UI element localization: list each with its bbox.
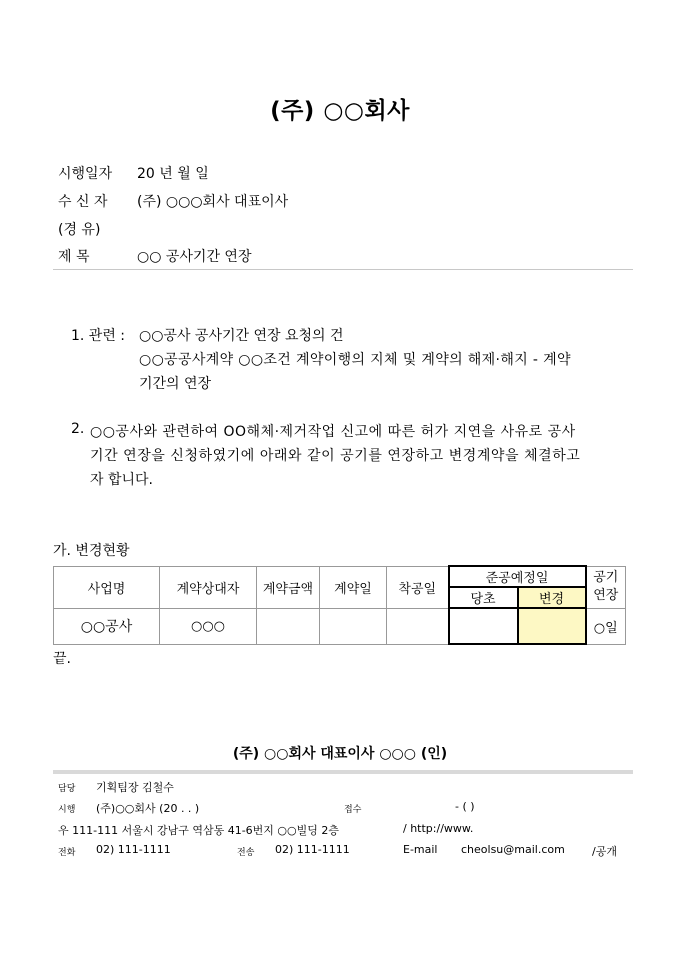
via-label: (경 유) <box>58 222 101 238</box>
item2-line3: 자 합니다. <box>90 472 153 488</box>
date-label: 시행일자 <box>58 166 113 182</box>
cell-changed <box>518 608 586 644</box>
charge-label: 담당 <box>58 784 76 794</box>
receipt-value: - ( ) <box>455 800 475 813</box>
header-project: 사업명 <box>54 566 160 608</box>
email-value: cheolsu@mail.com <box>461 843 565 856</box>
header-contractor: 계약상대자 <box>160 566 257 608</box>
document-title: (주) ○○회사 <box>270 98 410 124</box>
header-amount: 계약금액 <box>257 566 320 608</box>
email-label: E-mail <box>403 843 438 856</box>
issue-value: (주)○○회사 (20 . . ) <box>96 802 200 815</box>
subject-label: 제 목 <box>58 249 90 265</box>
recipient-label: 수 신 자 <box>58 194 108 210</box>
header-start-date: 착공일 <box>387 566 449 608</box>
item1-line3: 기간의 연장 <box>139 376 212 392</box>
item1-line1: ○○공사 공사기간 연장 요청의 건 <box>139 328 344 344</box>
item1-line2: ○○공공사계약 ○○조건 계약이행의 지체 및 계약의 해제·해지 - 계약 <box>139 352 571 368</box>
cell-amount <box>257 608 320 644</box>
subject-value: ○○ 공사기간 연장 <box>137 249 252 265</box>
header-extension-line1: 공기 <box>593 570 619 585</box>
change-status-table <box>53 565 626 645</box>
item2-number: 2. <box>71 421 85 437</box>
item2-line1: ○○공사와 관련하여 OO해체·제거작업 신고에 따른 허가 지연을 사유로 공사 <box>90 424 576 440</box>
public-status: /공개 <box>592 845 617 858</box>
signature-line: (주) ○○회사 대표이사 ○○○ (인) <box>232 746 448 762</box>
charge-value: 기획팀장 김철수 <box>96 781 174 794</box>
fax-label: 전송 <box>237 848 255 858</box>
phone-label: 전화 <box>58 848 76 858</box>
cell-contractor: ○○○ <box>160 608 257 644</box>
cell-start-date <box>387 608 449 644</box>
item1-label: 1. 관련 : <box>71 328 126 344</box>
recipient-value: (주) ○○○회사 대표이사 <box>137 194 289 210</box>
section-title: 가. 변경현황 <box>53 543 130 559</box>
header-original: 당초 <box>449 587 518 608</box>
header-completion-date: 준공예정일 <box>449 566 586 587</box>
cell-extension: ○일 <box>586 608 626 644</box>
cell-project: ○○공사 <box>54 608 160 644</box>
header-extension-line2: 연장 <box>593 588 619 603</box>
header-changed: 변경 <box>518 587 586 608</box>
footer-divider <box>53 770 633 774</box>
end-mark: 끝. <box>53 651 71 667</box>
address: 우 111-111 서울시 강남구 역삼동 41-6번지 ○○빌딩 2층 <box>58 824 339 837</box>
header-contract-date: 계약일 <box>320 566 387 608</box>
receipt-label: 접수 <box>344 805 362 815</box>
header-divider <box>53 269 633 270</box>
date-value: 20 년 월 일 <box>137 166 209 182</box>
issue-label: 시행 <box>58 805 76 815</box>
cell-original <box>449 608 518 644</box>
website: / http://www. <box>403 822 474 835</box>
item2-line2: 기간 연장을 신청하였기에 아래와 같이 공기를 연장하고 변경계약을 체결하고 <box>90 448 581 464</box>
header-extension <box>586 566 626 608</box>
phone-value: 02) 111-1111 <box>96 843 171 856</box>
cell-contract-date <box>320 608 387 644</box>
fax-value: 02) 111-1111 <box>275 843 350 856</box>
